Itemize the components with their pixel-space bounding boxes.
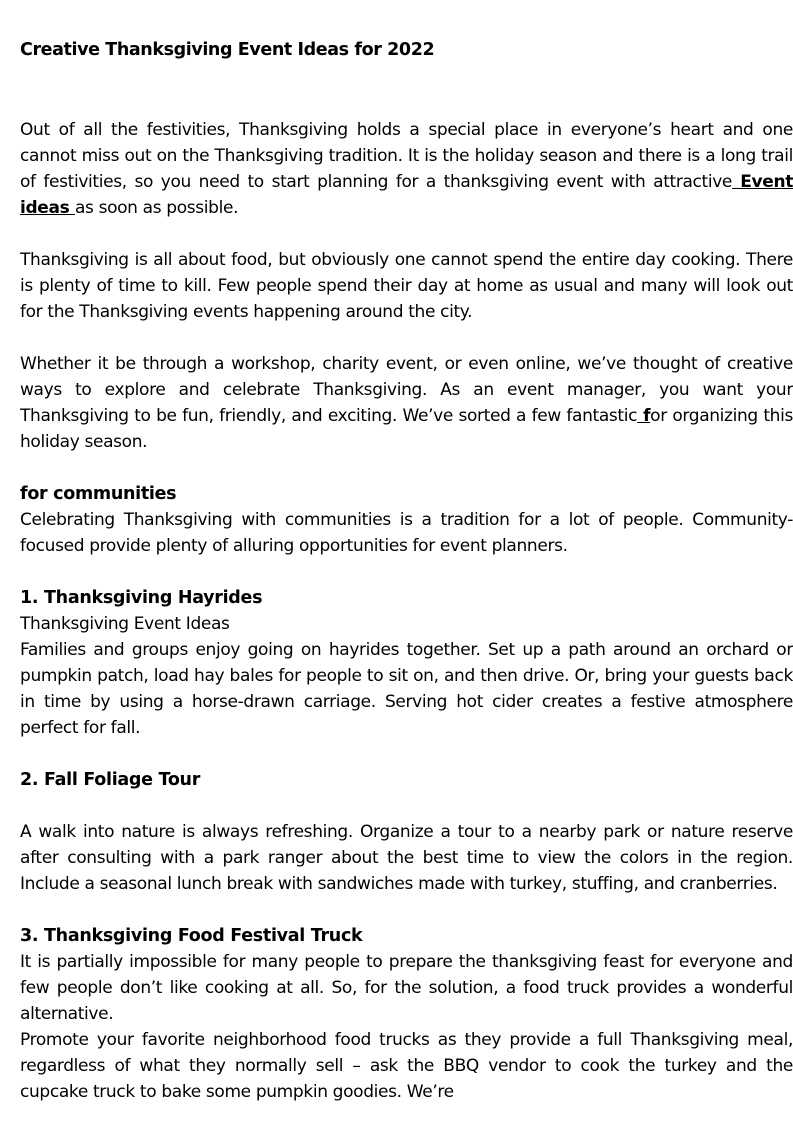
intro-paragraph-3 [20, 351, 793, 455]
section-subheading-hayrides: Thanksgiving Event Ideas [20, 614, 230, 634]
section-body-hayrides: Families and groups enjoy going on hayrides together. Set up a path around an orchard or pumpkin patch, load hay bales for people to sit on, and then drive. Or, bring your guests back in time by using a horse-drawn carriage. Serving hot cider creates a festive atmosphere perfect for fall. [20, 640, 793, 738]
intro-paragraph-3-text: Whether it be through a workshop, charity event, or even online, we’ve thought of creative ways to explore and celebrate Thanksgiving. As an event manager, you want your Thanksgiving to be fun, friendly, and exciting. We’ve sorted a few fantastic [20, 354, 793, 426]
communities-body: Celebrating Thanksgiving with communities is a tradition for a lot of people. Community-focused provide plenty of alluring opportunities for event planners. [20, 510, 793, 556]
document-body [20, 117, 793, 1105]
intro-paragraph-1-tail: as soon as possible. [74, 198, 239, 218]
event-ideas-link[interactable]: Event ideas [20, 172, 793, 218]
section-heading-foliage: 2. Fall Foliage Tour [20, 770, 201, 790]
section-body-food-truck: It is partially impossible for many people to prepare the thanksgiving feast for everyone and few people don’t like cooking at all. So, for the solution, a food truck provides a wonderful alternative. [20, 952, 793, 1024]
intro-paragraph-2: Thanksgiving is all about food, but obviously one cannot spend the entire day cooking. There is plenty of time to kill. Few people spend their day at home as usual and many will look out for the Thanksgiving events happening around the city. [20, 250, 793, 322]
paragraph-spacer [20, 793, 793, 819]
intro-paragraph-1 [20, 117, 793, 221]
document-title: Creative Thanksgiving Event Ideas for 2022 [20, 40, 435, 60]
section-heading-hayrides: 1. Thanksgiving Hayrides [20, 588, 263, 608]
paragraph-spacer [20, 897, 793, 923]
paragraph-spacer [20, 455, 793, 481]
paragraph-spacer [20, 559, 793, 585]
paragraph-spacer [20, 741, 793, 767]
paragraph-spacer [20, 221, 793, 247]
intro-paragraph-1-text: Out of all the festivities, Thanksgiving holds a special place in everyone’s heart and one cannot miss out on the Thanksgiving tradition. It is the holiday season and there is a long trail of festivities, so you need to start planning for a thanksgiving event with attractive [20, 120, 793, 192]
paragraph-spacer [20, 325, 793, 351]
intro-paragraph-3-tail: or organizing this holiday season. [20, 406, 793, 452]
section-body-food-truck-2: Promote your favorite neighborhood food trucks as they provide a full Thanksgiving meal, regardless of what they normally sell – ask the BBQ vendor to cook the turkey and the cupcake truck to bake some pumpkin goodies. We’re [20, 1030, 793, 1102]
communities-heading: for communities [20, 484, 177, 504]
section-body-foliage: A walk into nature is always refreshing. Organize a tour to a nearby park or nature reserve after consulting with a park ranger about the best time to view the colors in the region. Include a seasonal lunch break with sandwiches made with turkey, stuffing, and cranberries. [20, 822, 793, 894]
section-heading-food-truck: 3. Thanksgiving Food Festival Truck [20, 926, 363, 946]
fantastic-link[interactable]: f [637, 406, 651, 426]
